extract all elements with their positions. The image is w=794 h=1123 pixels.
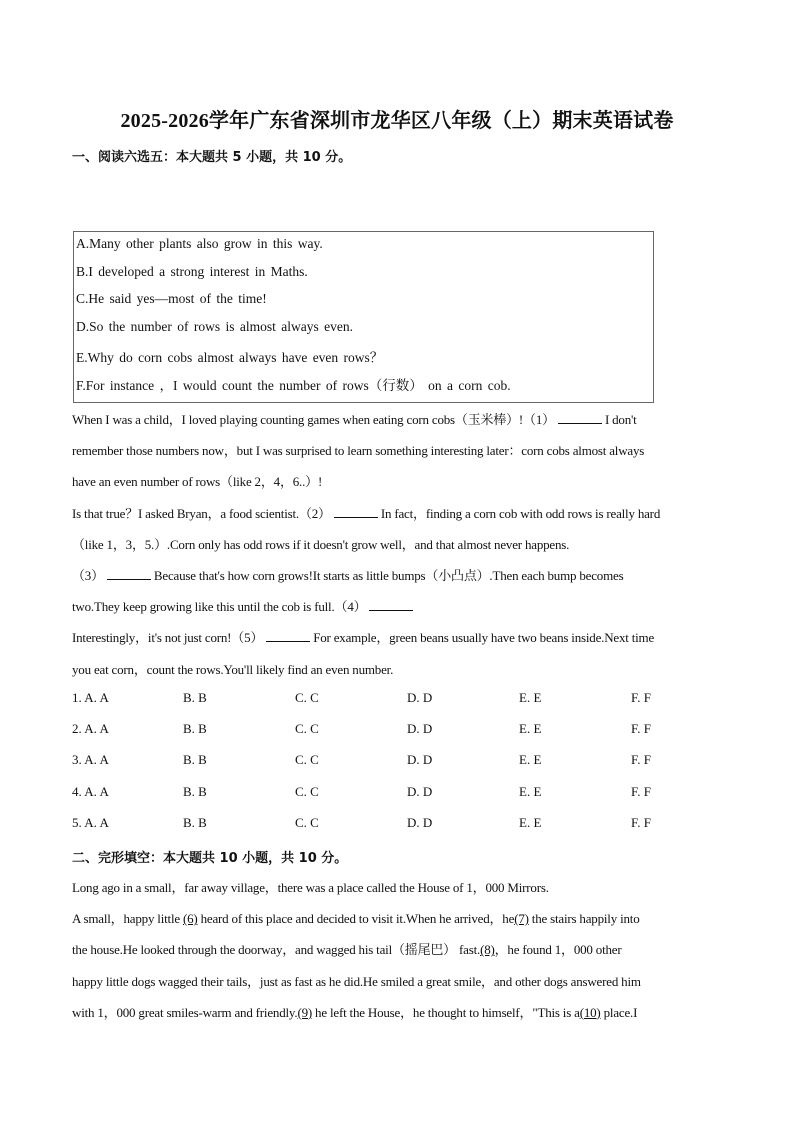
question-number-choice[interactable]: 2. A. A — [72, 721, 109, 737]
answer-blank — [558, 412, 602, 424]
question-number-choice[interactable]: 3. A. A — [72, 752, 109, 768]
choice-option[interactable]: D. D — [407, 814, 433, 830]
options-box — [73, 231, 654, 403]
choice-option[interactable]: C. C — [295, 690, 319, 705]
text-segment: Long ago in a small，far away village，there was a place called the House of 1，000 Mirrors. — [72, 880, 549, 895]
choice-option[interactable]: B. B — [183, 721, 207, 737]
text-segment: have an even number of rows（like 2，4，6..）! — [72, 474, 323, 490]
option-a: A.Many other plants also grow in this way. — [76, 236, 323, 251]
text-segment: you eat corn，count the rows.You'll likely find an even number. — [72, 661, 394, 677]
choice-option[interactable]: E. E — [519, 721, 542, 737]
text-segment: Because that's how corn grows!It starts as little bumps（小凸点）.Then each bump becomes — [153, 568, 624, 583]
choice-option[interactable]: F. F — [631, 783, 651, 799]
choice-option[interactable]: E. E — [519, 690, 542, 705]
text-segment: A small，happy little — [72, 911, 183, 927]
blank-number: (10) — [579, 1004, 601, 1020]
text-segment: （like 1，3，5.）.Corn only has odd rows if it doesn't grow well，and that almost never happens. — [72, 536, 570, 552]
question-number-choice[interactable]: 5. A. A — [72, 814, 109, 830]
passage-line — [72, 534, 569, 553]
text-segment: I don't — [604, 412, 637, 427]
passage-line — [72, 877, 549, 896]
passage-line — [72, 471, 322, 490]
choice-option[interactable]: C. C — [295, 752, 319, 768]
choice-option[interactable]: B. B — [183, 752, 207, 768]
answer-blank — [107, 568, 151, 580]
text-segment: he left the House，he thought to himself，"This is a — [312, 1004, 580, 1020]
question-number-choice[interactable]: 1. A. A — [72, 690, 109, 705]
answer-blank — [334, 506, 378, 518]
text-segment: heard of this place and decided to visit it.When he arrived，he — [197, 911, 515, 927]
text-segment: When I was a child，I loved playing counting games when eating corn cobs（玉米棒）!（1） — [72, 412, 555, 427]
text-segment: two.They keep growing like this until the cob is full.（4） — [72, 599, 367, 615]
text-segment: （3） — [72, 568, 104, 583]
blank-number: (7) — [514, 911, 529, 927]
text-segment: happy little dogs wagged their tails，just as fast as he did.He smiled a great smile，and other dogs answered him — [72, 973, 641, 989]
choice-option[interactable]: D. D — [407, 752, 433, 768]
choice-option[interactable]: D. D — [407, 721, 433, 737]
text-segment: with 1，000 great smiles-warm and friendly. — [72, 1004, 298, 1020]
page-title: 2025-2026学年广东省深圳市龙华区八年级（上）期末英语试卷 — [120, 110, 674, 132]
option-b: B.I developed a strong interest in Maths. — [76, 264, 308, 279]
option-d: D.So the number of rows is almost always even. — [76, 319, 353, 334]
answer-blank — [369, 599, 413, 611]
choice-option[interactable]: F. F — [631, 752, 651, 768]
passage-line — [72, 971, 641, 990]
passage-line — [72, 627, 654, 646]
choice-option[interactable]: C. C — [295, 721, 319, 737]
choice-option[interactable]: D. D — [407, 690, 433, 705]
choice-option[interactable]: F. F — [631, 814, 651, 830]
choice-option[interactable]: F. F — [631, 721, 651, 737]
option-c: C.He said yes—most of the time! — [76, 291, 267, 306]
option-f: F.For instance ，I would count the number of rows（行数） on a corn cob. — [76, 378, 511, 393]
choice-option[interactable]: E. E — [519, 783, 542, 799]
choice-option[interactable]: E. E — [519, 814, 542, 830]
choice-option[interactable]: C. C — [295, 814, 319, 830]
question-number-choice[interactable]: 4. A. A — [72, 783, 109, 799]
choice-option[interactable]: D. D — [407, 783, 433, 799]
blank-number: (9) — [297, 1004, 312, 1020]
choice-option[interactable]: C. C — [295, 783, 319, 799]
choice-option[interactable]: B. B — [183, 690, 207, 705]
blank-number: (6) — [183, 911, 198, 927]
passage-line — [72, 409, 637, 428]
section-2-heading: 二、完形填空：本大题共 10 小题，共 10 分。 — [72, 851, 348, 866]
section-1-heading: 一、阅读六选五：本大题共 5 小题，共 10 分。 — [72, 150, 352, 165]
choice-option[interactable]: B. B — [183, 783, 207, 799]
passage-line — [72, 596, 416, 615]
option-e: E.Why do corn cobs almost always have even rows？ — [76, 350, 384, 365]
passage-line — [72, 503, 660, 522]
text-segment: remember those numbers now，but I was surprised to learn something interesting later：corn cobs almost always — [72, 443, 645, 459]
choice-option[interactable]: E. E — [519, 752, 542, 768]
passage-line — [72, 908, 640, 927]
text-segment: the house.He looked through the doorway，and wagged his tail（摇尾巴） fast. — [72, 942, 481, 958]
text-segment: Is that true？I asked Bryan，a food scientist.（2） — [72, 505, 331, 521]
passage-line — [72, 939, 622, 958]
answer-blank — [266, 630, 310, 642]
text-segment: ，he found 1，000 other — [494, 942, 622, 958]
passage-line — [72, 659, 393, 678]
choice-option[interactable]: B. B — [183, 814, 207, 830]
choice-option[interactable]: F. F — [631, 690, 651, 705]
blank-number: (8) — [480, 942, 495, 958]
text-segment: Interestingly，it's not just corn!（5） — [72, 630, 264, 646]
passage-line — [72, 1002, 637, 1021]
text-segment: place.I — [600, 1004, 638, 1020]
passage-line — [72, 565, 623, 584]
text-segment: For example，green beans usually have two beans inside.Next time — [313, 630, 655, 646]
text-segment: In fact，finding a corn cob with odd rows is really hard — [380, 505, 661, 521]
text-segment: the stairs happily into — [528, 911, 640, 927]
passage-line — [72, 440, 644, 459]
